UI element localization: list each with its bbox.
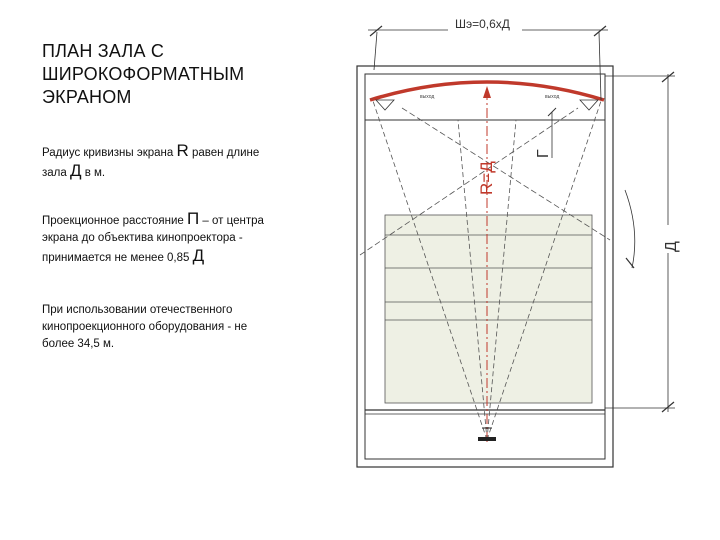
length-label: Д (663, 241, 680, 252)
width-extension (374, 32, 377, 70)
projection-text-1: Проекционное расстояние (42, 215, 187, 227)
projection-symbol: П (187, 209, 200, 228)
seating-area (385, 215, 592, 403)
exit-right-marker (580, 100, 598, 110)
projector-icon (478, 437, 496, 441)
radius-text-3: в м. (81, 167, 106, 179)
radius-symbol: R (176, 141, 189, 160)
width-dimension-tick (370, 26, 382, 36)
projection-text-2: – от центра экрана до объектива кинопроектора - принимается не менее 0,85 (42, 215, 264, 264)
gap-label: Г (535, 149, 552, 158)
equipment-unit: м. (103, 338, 115, 350)
exit-left-label: выход (420, 94, 435, 100)
length-symbol-2: Д (192, 246, 205, 265)
exit-left-marker (376, 100, 394, 110)
equipment-text: При использовании отечественного кинопроекционного оборудования - не более 34,5 (42, 304, 248, 350)
exit-right-label: выход (545, 94, 560, 100)
width-label: Шэ=0,6хД (455, 17, 510, 31)
width-dimension-tick (594, 26, 606, 36)
radius-arrowhead (483, 86, 491, 98)
radius-text-2: равен длине зала (42, 147, 260, 179)
radius-label: R=Д (477, 161, 496, 195)
radius-arc (625, 190, 635, 268)
title-line-3: ЭКРАНОМ (42, 87, 132, 107)
radius-text-1: Радиус кривизны экрана (42, 147, 177, 159)
length-symbol: Д (69, 161, 82, 180)
title-line-2: ШИРОКОФОРМАТНЫМ (42, 64, 245, 84)
title-line-1: ПЛАН ЗАЛА С (42, 41, 165, 61)
